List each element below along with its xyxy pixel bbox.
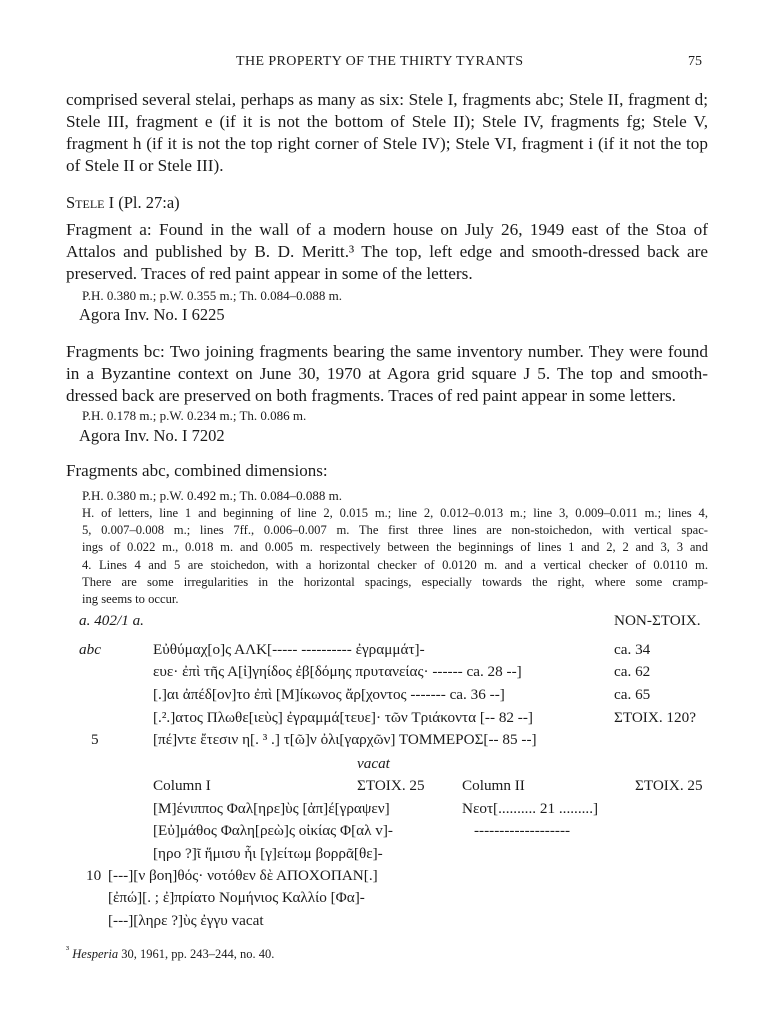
text-line: of Stele II or Stele III). [66,156,224,175]
inscription-line: [.².]ατος Πλωθε[ιεὺς] ἐγραμμά[τευε]· τῶν Τριάκοντα [-- 82 --] [153,709,533,726]
text-line: 5, 0.007–0.008 m.; lines 7ff., 0.006–0.007 m. The first three lines are non-stoichedon, with vertical spac- [82,523,708,538]
footnote-source: Hesperia [72,947,119,962]
page-number: 75 [688,54,702,69]
fragment-a-dimensions: P.H. 0.380 m.; p.W. 0.355 m.; Th. 0.084–0.088 m. [82,288,343,303]
column-i-format: ΣΤΟΙΧ. 25 [357,777,425,794]
line-number: 10 [86,867,102,884]
text-line: There are some irregularities in the horizontal spacings, especially towards the right, where some cramp- [82,574,708,589]
text-line: ings of 0.022 m., 0.018 m. and 0.005 m. respectively between the beginnings of lines 1 and 2, 2 and 3, 3 and [82,540,708,555]
letter-count: ca. 62 [614,663,651,680]
footnote [66,945,274,962]
text-line: dressed back are preserved on both fragments. Traces of red paint appear in some letters. [66,386,676,405]
letter-heights-note [82,505,708,608]
fragment-a-description [66,219,708,285]
text-line: Fragments bc: Two joining fragments bearing the same inventory number. They were found [66,342,708,361]
inscription-line: ευε· ἐπὶ τῆς Α[ἰ]γηίδος ἐβ[δόμης πρυτανείας· ------ ca. 28 --] [153,663,522,680]
inscription-line: [.]αι ἀπέδ[ον]το ἐπὶ [Μ]ίκωνος ἄρ[χοντος ------- ca. 36 --] [153,686,505,703]
stele-plate: (Pl. 27:a) [118,193,180,212]
text-line: 4. Lines 4 and 5 are stoichedon, with a horizontal checker of 0.0120 m. and a vertical checker of 0.0110 m. [82,557,708,572]
text-line: preserved. Traces of red paint appear in some of the letters. [66,264,473,283]
column-ii-line: ------------------- [474,822,571,839]
letter-count: ΣΤΟΙΧ. 120? [614,709,696,726]
fragments-abc-heading: Fragments abc, combined dimensions: [66,461,328,480]
text-line: Stele III, fragment e (if it is not the bottom of Stele II); Stele IV, fragments fg; Stele V, [66,112,708,131]
text-line: Attalos and published by B. D. Meritt.³ The top, left edge and smooth-dressed back are [66,242,708,261]
stele-heading [66,193,180,213]
stele-name: Stele I [66,193,115,212]
fragments-bc-inventory: Agora Inv. No. I 7202 [79,426,225,445]
column-i-line: [Εὐ]μάθος Φαλη[ρεὼ]ς οἰκίας Φ[αλ v]- [153,822,393,839]
footnote-marker: ³ [66,945,70,956]
text-line: ing seems to occur. [82,592,179,607]
letter-count: ca. 34 [614,641,651,658]
line-number: 5 [91,731,99,748]
text-line: Fragment a: Found in the wall of a modern house on July 26, 1949 east of the Stoa of [66,220,708,239]
column-i-line: [ηρο ?]ῖ ἥμισυ ἧι [γ]είτωμ βορρᾶ[θε]- [153,845,383,862]
fragments-bc-description [66,341,708,407]
column-i-line: [---][ν βοη]θός· νοτόθεν δὲ ΑΠΟΧΟΠΑΝ[.] [108,867,378,884]
column-i-line: [---][ληρε ?]ὺς ἐγγυ vacat [108,912,264,929]
inscription-format: NON-ΣΤΟΙΧ. [614,612,701,629]
fragment-label: abc [79,641,101,658]
intro-paragraph [66,89,708,177]
column-i-line: [ἐπώ][. ; ἐ]πρίατο Νομήνιος Καλλίο [Φα]- [108,889,365,906]
inscription-line: Εὐθύμαχ[ο]ς ΑΛΚ[----- ---------- ἐγραμμάτ]- [153,641,425,658]
text-line: in a Byzantine context on June 30, 1970 at Agora grid square J 5. The top and smooth- [66,364,708,383]
column-i-heading: Column I [153,777,211,794]
inscription-line: [πέ]ντε ἔτεσιν η[. ³ .] τ[ῶ]ν ὀλι[γαρχῶν] ΤΟΜΜΕΡΟΣ[-- 85 --] [153,731,537,748]
text-line: fragment h (if it is not the top right corner of Stele IV); Stele VI, fragment i (if it not the top [66,134,708,153]
fragments-bc-dimensions: P.H. 0.178 m.; p.W. 0.234 m.; Th. 0.086 m. [82,408,307,423]
text-line: H. of letters, line 1 and beginning of line 2, 0.015 m.; line 2, 0.012–0.013 m.; line 3, 0.009–0.011 m.; lines 4, [82,506,708,520]
text-line: comprised several stelai, perhaps as many as six: Stele I, fragments abc; Stele II, fragment d; [66,90,708,109]
inscription-date: a. 402/1 a. [79,612,144,629]
letter-count: ca. 65 [614,686,651,703]
vacat-mark: vacat [357,755,390,772]
column-i-line: [Μ]ένιππος Φαλ[ηρε]ὺς [ἀπ]έ[γραψεν] [153,800,390,817]
column-ii-line: Νεοτ[.......... 21 .........] [462,800,599,817]
column-ii-heading: Column II [462,777,525,794]
running-head: THE PROPERTY OF THE THIRTY TYRANTS [236,54,524,69]
footnote-citation: 30, 1961, pp. 243–244, no. 40. [121,947,275,962]
fragments-abc-dimensions: P.H. 0.380 m.; p.W. 0.492 m.; Th. 0.084–0.088 m. [82,488,343,503]
column-ii-format: ΣΤΟΙΧ. 25 [635,777,703,794]
fragment-a-inventory: Agora Inv. No. I 6225 [79,305,225,324]
